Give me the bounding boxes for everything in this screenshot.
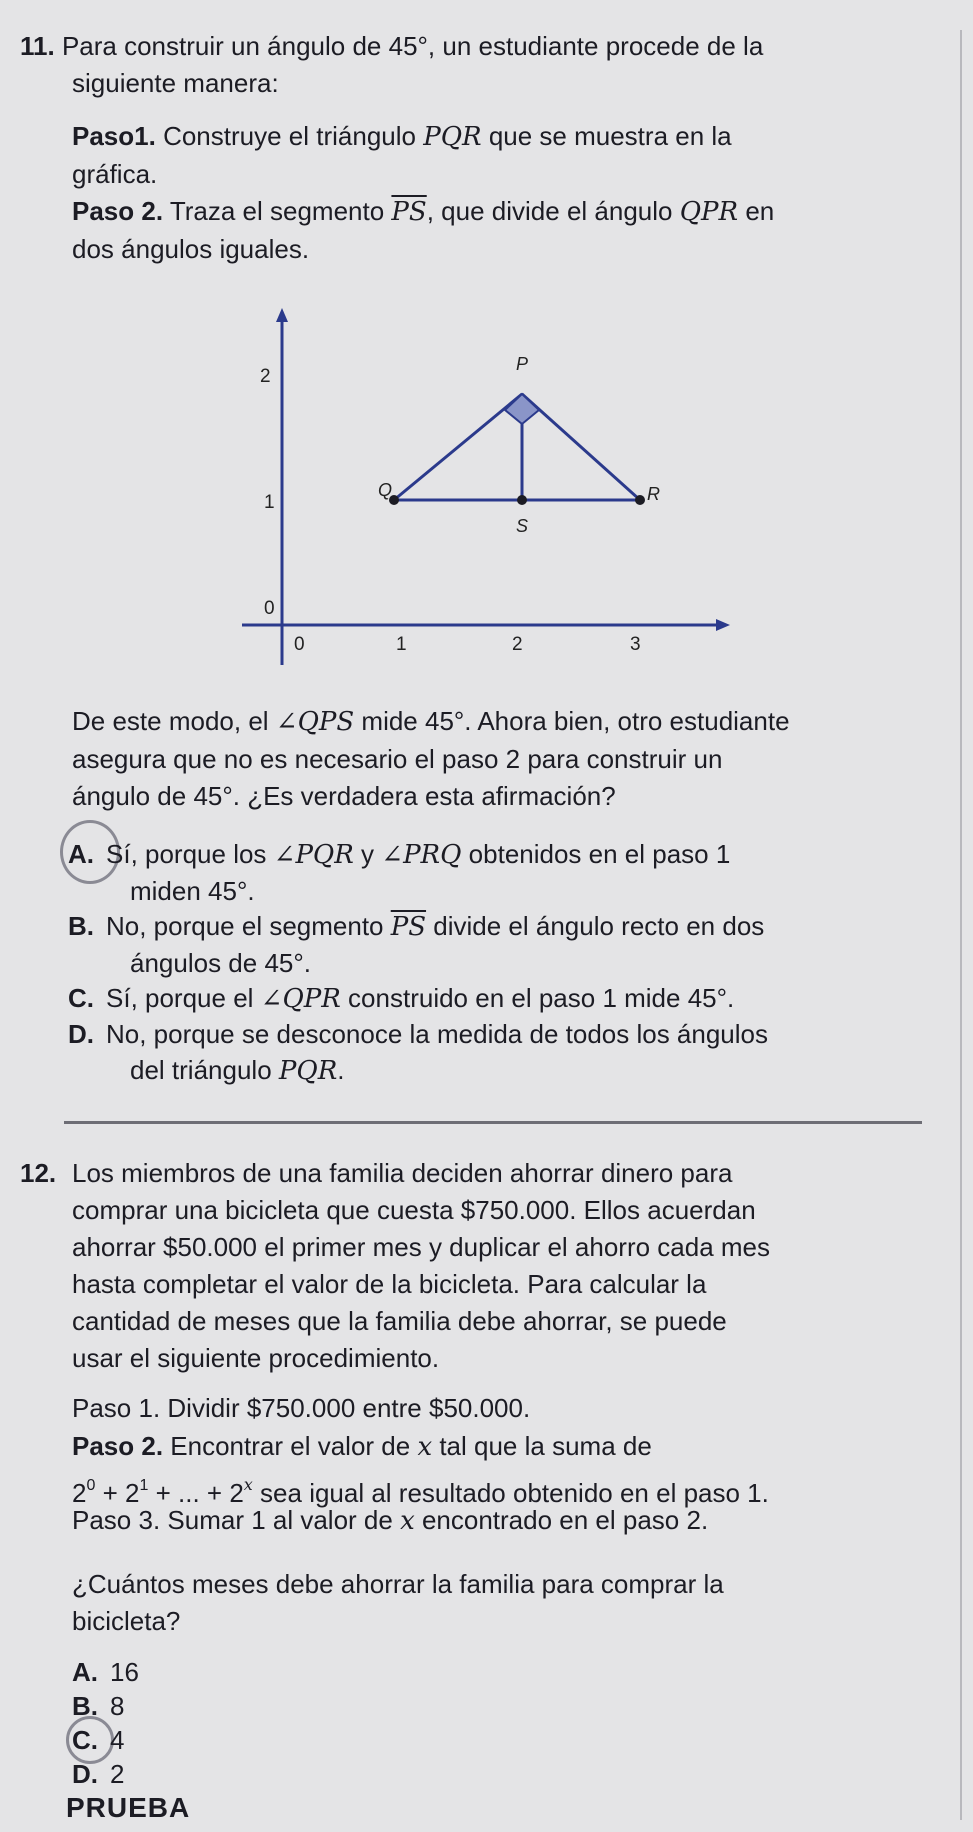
question-11-stem-line2: siguiente manera: [72,68,279,98]
after-graph-b: mide 45°. Ahora bien, otro estudiante [354,706,790,736]
option-b-letter: B. [68,911,94,941]
question-11-stem [20,28,940,102]
q12-stem-line-2: comprar una bicicleta que cuesta $750.000. Ellos acuerdan [72,1195,756,1225]
option-d-line2-math: PQR [278,1056,338,1086]
q12-stem-line-6: usar el siguiente procedimiento. [72,1343,440,1373]
option-d-line2-a: del triángulo [130,1055,279,1085]
q12-option-a-letter: A. [72,1657,98,1687]
option-b-line2: ángulos de 45°. [130,948,311,978]
q12-step2-var: x [417,1432,433,1462]
label-R: R [647,484,660,504]
after-graph-line2: asegura que no es necesario el paso 2 para construir un [72,744,723,774]
q11-option-d[interactable] [68,1016,938,1089]
q12-option-c[interactable] [72,1722,942,1758]
step2-line2: dos ángulos iguales. [72,234,310,264]
sum-base-1: 2 [125,1478,140,1508]
x-tick-1: 1 [396,634,407,655]
q12-option-a-text: 16 [110,1657,139,1687]
y-tick-1: 1 [264,492,275,513]
after-graph-angle: ∠QPS [275,707,355,737]
q12-question-line2: bicicleta? [72,1606,181,1636]
step1-math: PQR [423,122,482,152]
question-11-stem-line1: Para construir un ángulo de 45°, un estudiante procede de la [61,31,764,61]
question-12-number: 12. [20,1158,57,1188]
q12-step1 [72,1390,942,1427]
q12-option-d[interactable] [72,1756,942,1792]
step2-label: Paso 2. [72,196,164,226]
option-b-segment: $\overline{PS}$ [390,912,427,942]
x-tick-3: 3 [630,634,641,655]
q12-option-a[interactable] [72,1654,942,1690]
q11-option-c[interactable] [68,980,938,1017]
q12-option-c-text: 4 [110,1725,125,1755]
sum-plus-1: + [95,1478,126,1508]
option-a-angle2: ∠PRQ [381,840,462,870]
x-axis-arrow [716,619,730,631]
step1-text-a: Construye el triángulo [163,121,424,151]
question-11-step1 [72,118,942,193]
step2-angle: QPR [679,197,739,227]
q12-stem-line-3: ahorrar $50.000 el primer mes y duplicar el ahorro cada mes [72,1232,771,1262]
option-c-text-a: Sí, porque el [106,983,261,1013]
option-c-text-b: construido en el paso 1 mide 45°. [340,983,735,1013]
q12-step2-label: Paso 2. [72,1431,164,1461]
sum-exp-x: x [243,1475,253,1494]
q12-step2-line2-rest: sea igual al resultado obtenido en el paso 1. [252,1478,769,1508]
q12-option-b-text: 8 [110,1691,125,1721]
x-tick-2: 2 [512,634,523,655]
option-a-line2: miden 45°. [130,876,255,906]
y-axis-arrow [276,308,288,322]
sum-exp-0: 0 [86,1477,96,1494]
point-S [517,495,527,505]
option-b-text-a: No, porque el segmento [106,911,391,941]
step1-text-b: que se muestra en la [481,121,732,151]
step2-segment: $\overline{PS}$ [391,197,427,227]
after-graph-a: De este modo, el [72,706,276,736]
step1-line2: gráfica. [72,159,158,189]
y-tick-0: 0 [264,598,275,619]
sum-base-x: 2 [229,1478,244,1508]
footer-prueba: PRUEBA [66,1792,191,1823]
q12-option-c-letter: C. [72,1725,98,1755]
question-divider [64,1121,922,1124]
q12-option-d-letter: D. [72,1759,98,1789]
q12-question [72,1566,942,1640]
label-S: S [516,516,529,536]
point-R [635,495,645,505]
step2-text-b: , que divide el ángulo [426,196,680,226]
question-11-after-graph [72,703,947,815]
question-12-stem [20,1155,940,1377]
after-graph-line3: ángulo de 45°. ¿Es verdadera esta afirmación? [72,781,616,811]
option-d-text-a: No, porque se desconoce la medida de todos los ángulos [106,1019,768,1049]
q12-step2-text-b: tal que la suma de [432,1431,652,1461]
page-edge [960,30,962,1820]
option-d-letter: D. [68,1019,94,1049]
option-b-text-b: divide el ángulo recto en dos [426,911,765,941]
option-c-letter: C. [68,983,94,1013]
q12-stem-line-4: hasta completar el valor de la bicicleta. Para calcular la [72,1269,707,1299]
q12-step3 [72,1502,942,1540]
right-angle-marker [505,394,539,424]
segment-QP [394,394,522,500]
question-11-step2 [72,193,942,268]
q12-step2 [72,1428,952,1512]
label-P: P [516,354,529,374]
q11-option-b[interactable] [68,908,938,981]
x-tick-0: 0 [294,634,305,655]
option-c-angle: ∠QPR [260,984,341,1014]
y-tick-2: 2 [260,366,271,387]
option-a-text-c: obtenidos en el paso 1 [461,839,731,869]
q12-question-line1: ¿Cuántos meses debe ahorrar la familia para comprar la [72,1569,724,1599]
sum-dots: + ... + [148,1478,230,1508]
q12-step3-b: encontrado en el paso 2. [414,1505,709,1535]
triangle-graph [230,300,750,680]
question-11-number: 11. [20,31,55,61]
q12-step1-text: Paso 1. Dividir $750.000 entre $50.000. [72,1393,531,1423]
q12-option-b[interactable] [72,1688,942,1724]
option-a-text-a: Sí, porque los [106,839,274,869]
option-d-line2-b: . [337,1055,345,1085]
q12-option-d-text: 2 [110,1759,125,1789]
step2-text-c: en [738,196,775,226]
q12-stem-line-1: Los miembros de una familia deciden ahorrar dinero para [72,1158,733,1188]
step2-text-a: Traza el segmento [169,196,392,226]
label-Q: Q [378,480,393,500]
q12-step3-var: x [400,1506,415,1536]
option-a-angle1: ∠PQR [273,840,354,870]
q12-step3-a: Paso 3. Sumar 1 al valor de [72,1505,401,1535]
option-a-letter: A. [68,839,94,869]
sum-exp-1: 1 [139,1477,149,1494]
option-a-text-b: y [353,839,382,869]
sum-base-0: 2 [72,1478,87,1508]
q11-option-a[interactable] [68,836,938,909]
q12-option-b-letter: B. [72,1691,98,1721]
step1-label: Paso1. [72,121,156,151]
q12-stem-line-5: cantidad de meses que la familia debe ahorrar, se puede [72,1306,727,1336]
q12-step2-text-a: Encontrar el valor de [170,1431,418,1461]
